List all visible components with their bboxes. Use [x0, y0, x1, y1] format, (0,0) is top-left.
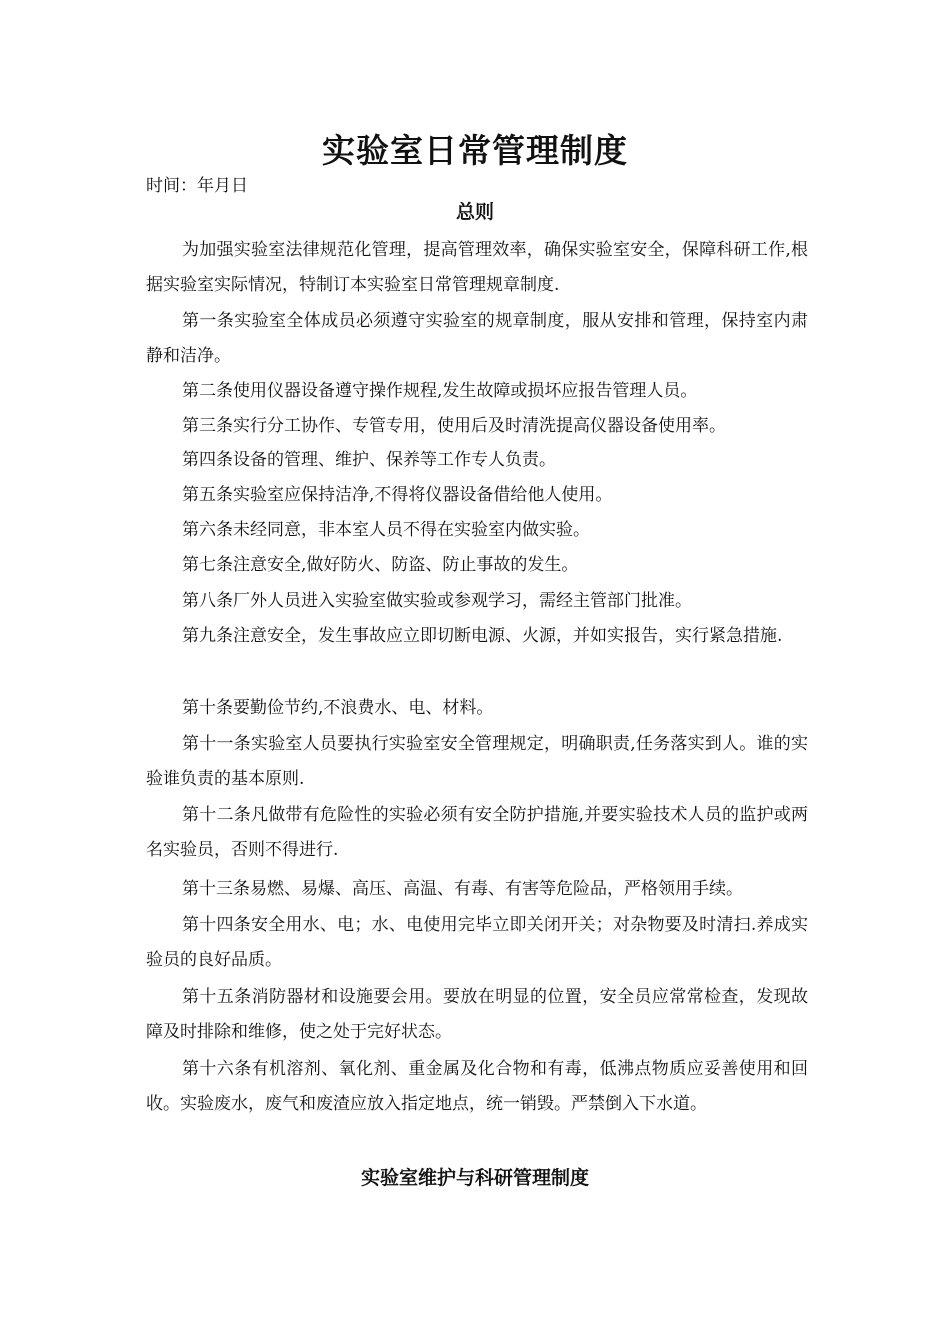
- paragraph-article-3: 第三条实行分工协作、专管专用，使用后及时清洗提高仪器设备使用率。: [182, 416, 726, 436]
- paragraph-article-6: 第六条未经同意，非本室人员不得在实验室内做实验。: [182, 520, 590, 540]
- paragraph-article-5: 第五条实验室应保持洁净,不得将仪器设备借给他人使用。: [182, 485, 613, 505]
- section-heading-maintenance: 实验室维护与科研管理制度: [360, 1167, 589, 1189]
- paragraph-article-2: 第二条使用仪器设备遵守操作规程,发生故障或损坏应报告管理人员。: [182, 381, 698, 401]
- paragraph-article-4: 第四条设备的管理、维护、保养等工作专人负责。: [182, 450, 556, 470]
- paragraph-article-10: 第十条要勤俭节约,不浪费水、电、材料。: [182, 698, 494, 718]
- date-line: 时间：年月日: [146, 176, 248, 196]
- section-heading-general: 总则: [455, 201, 494, 223]
- paragraph-article-8: 第八条厂外人员进入实验室做实验或参观学习，需经主管部门批准。: [182, 591, 692, 611]
- paragraph-article-15: 第十五条消防器材和设施要会用。要放在明显的位置，安全员应常常检查，发现故障及时排除和维修，使之处于完好状态。: [146, 987, 808, 1042]
- paragraph-article-13: 第十三条易燃、易爆、高压、高温、有毒、有害等危险品，严格领用手续。: [182, 879, 743, 899]
- paragraph-article-16: 第十六条有机溶剂、氧化剂、重金属及化合物和有毒，低沸点物质应妥善使用和回收。实验废水，废气和废渣应放入指定地点，统一销毁。严禁倒入下水道。: [146, 1059, 808, 1114]
- paragraph-article-9: 第九条注意安全，发生事故应立即切断电源、火源，并如实报告，实行紧急措施.: [182, 626, 783, 646]
- paragraph-intro: 为加强实验室法律规范化管理，提高管理效率，确保实验室安全，保障科研工作,根据实验室实际情况，特制订本实验室日常管理规章制度.: [146, 240, 808, 295]
- page-title: 实验室日常管理制度: [322, 131, 628, 170]
- paragraph-article-11: 第十一条实验室人员要执行实验室安全管理规定，明确职责,任务落实到人。谁的实验谁负责的基本原则.: [146, 734, 808, 789]
- paragraph-article-14: 第十四条安全用水、电；水、电使用完毕立即关闭开关；对杂物要及时清扫.养成实验员的良好品质。: [146, 915, 808, 970]
- paragraph-article-1: 第一条实验室全体成员必须遵守实验室的规章制度，服从安排和管理，保持室内肃静和洁净。: [146, 311, 808, 366]
- paragraph-article-12: 第十二条凡做带有危险性的实验必须有安全防护措施,并要实验技术人员的监护或两名实验员，否则不得进行.: [146, 805, 808, 860]
- paragraph-article-7: 第七条注意安全,做好防火、防盗、防止事故的发生。: [182, 555, 579, 575]
